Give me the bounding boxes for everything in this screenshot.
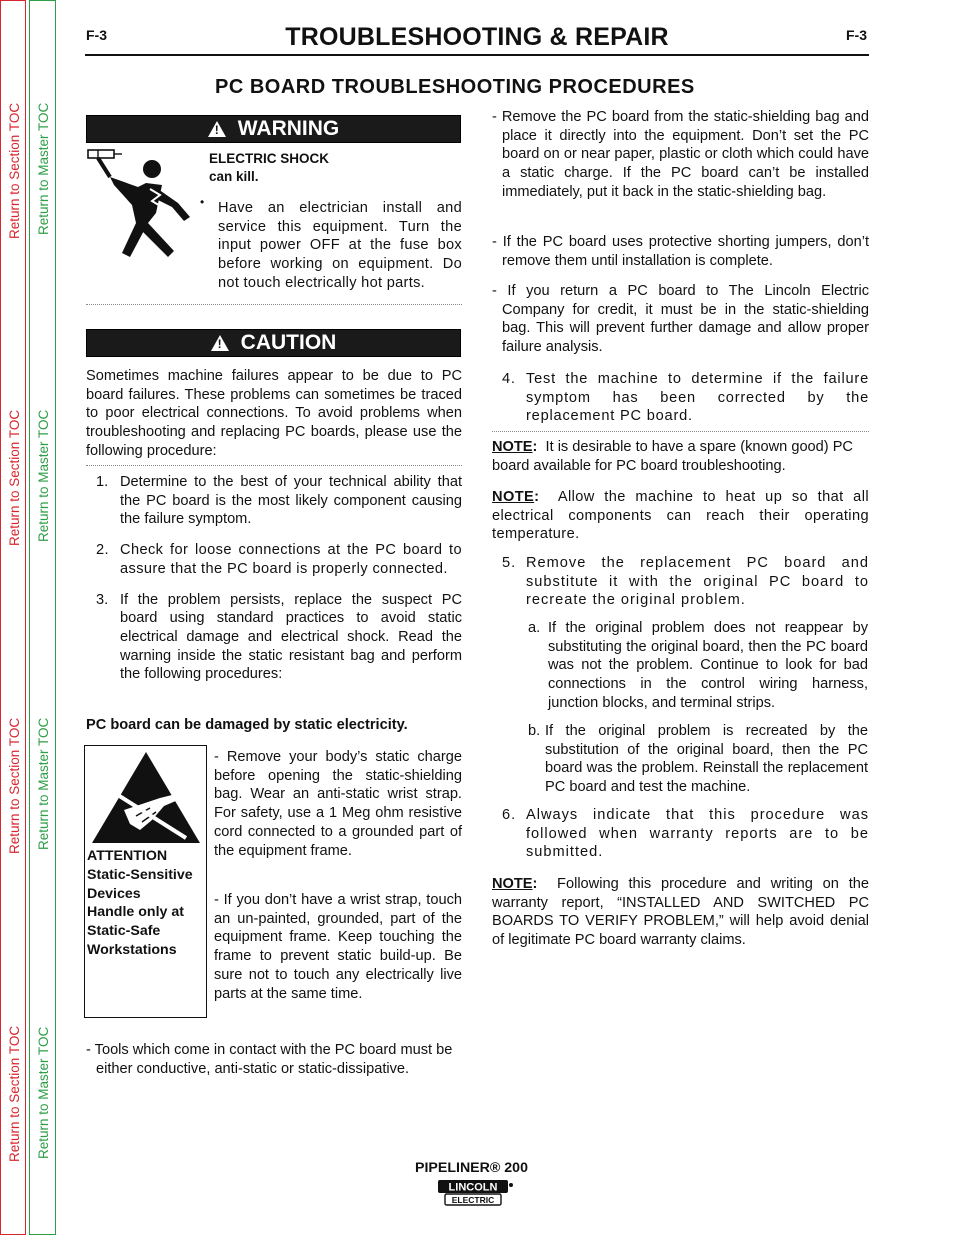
esd-label-line: Handle only at (87, 904, 184, 921)
static-heading: PC board can be damaged by static electricity. (86, 717, 408, 733)
step-number: 2. (96, 542, 109, 559)
note-text: It is desirable to have a spare (known good) PC board available for PC board troubleshooting. (492, 439, 853, 474)
step-text: Check for loose connections at the PC board to assure that the PC board is properly connected. (120, 542, 462, 577)
note-label: NOTE (492, 439, 533, 455)
caution-label: CAUTION (240, 331, 337, 354)
warning-bar (86, 115, 461, 143)
caution-bar (86, 329, 461, 357)
note-label: NOTE (492, 876, 533, 892)
step-text: Remove the replacement PC board and substitute it with the original PC board to recreate the original problem. (526, 555, 869, 609)
shorting-jumpers-paragraph: - If the PC board uses protective shorting jumpers, don’t remove them until installation is complete. (492, 234, 869, 269)
return-master-toc-link-2[interactable]: Return to Master TOC (36, 409, 51, 542)
return-credit-paragraph: - If you return a PC board to The Lincoln Electric Company for credit, it must be in the static-shielding bag. This will prevent further damage and allow proper failure analysis. (492, 283, 869, 356)
return-master-toc-link-3[interactable]: Return to Master TOC (36, 717, 51, 850)
section-toc-strip (0, 0, 26, 1235)
list-item (86, 541, 462, 578)
return-section-toc-link-2[interactable]: Return to Section TOC (7, 409, 22, 546)
logo-text-top: LINCOLN (448, 1181, 498, 1194)
step-5a (528, 619, 868, 713)
list-item (492, 806, 869, 862)
return-master-toc-link-1[interactable]: Return to Master TOC (36, 102, 51, 235)
page-title: TROUBLESHOOTING & REPAIR (285, 23, 669, 51)
step-6 (492, 806, 869, 862)
logo-text-bottom: ELECTRIC (451, 1195, 495, 1205)
list-item (492, 370, 869, 426)
header-rule (85, 54, 869, 56)
page-number-left: F-3 (86, 27, 107, 43)
caution-steps (86, 473, 462, 684)
step-5 (492, 554, 869, 610)
note-3: NOTE: Following this procedure and writing on the warranty report, “INSTALLED AND SWITCHED PC BOARDS TO VERIFY PROBLEM,” will help avoid denial of legitimate PC board warranty claims. (492, 876, 869, 949)
list-item (492, 554, 869, 610)
warning-heading (209, 150, 329, 186)
esd-label-line: ATTENTION (87, 848, 168, 864)
caution-intro: Sometimes machine failures appear to be due to PC board failures. These problems can sometimes be traced to poor electrical connections. To avoid problems when troubleshooting and replacing PC boards, please use the following procedure: (86, 368, 462, 459)
note-text: Following this procedure and writing on the warranty report, “INSTALLED AND SWITCHED PC BOARDS TO VERIFY PROBLEM,” will help avoid denial of legitimate PC board warranty claims. (492, 876, 869, 949)
warning-triangle-icon (208, 121, 226, 137)
step-number: 4. (502, 371, 516, 387)
esd-label (87, 847, 193, 960)
step-text: If the original problem is recreated by the substitution of the original board, then the PC board was the problem. Reinstall the replacement PC board and test the machine. (545, 723, 868, 796)
divider (86, 304, 462, 305)
list-item (86, 473, 462, 529)
step-letter: b. (528, 723, 541, 739)
list-item (86, 591, 462, 685)
step-text: Test the machine to determine if the failure symptom has been corrected by the replacement PC board. (526, 371, 869, 425)
step-number: 5. (502, 555, 517, 571)
step-text: If the original problem does not reappear by substituting the original board, then the PC board was not the problem. Continue to look for bad connections in the control wiring harness, junction blocks, and terminal strips. (548, 620, 868, 711)
warning-heading-line1: ELECTRIC SHOCK (209, 151, 330, 166)
step-number: 6. (502, 807, 517, 823)
esd-label-line: Devices (87, 885, 141, 902)
step-4 (492, 370, 869, 426)
static-paragraph-2: - If you don’t have a wrist strap, touch an un-painted, grounded, part of the equipment frame. Keep touching the frame to prevent static build-up. Be sure not to touch any electrically live parts at the same time. (214, 892, 462, 1002)
esd-label-line: Static-Safe (87, 923, 161, 940)
electric-shock-figure-icon (86, 145, 206, 280)
warning-text: Have an electrician install and service this equipment. Turn the input power OFF at the fuse box before working on equipment. Do not touch electrically hot parts. (218, 200, 462, 291)
note-label: NOTE (492, 489, 535, 505)
note-1: NOTE: It is desirable to have a spare (known good) PC board available for PC board troubleshooting. (492, 439, 853, 474)
model-name: PIPELINER® 200 (415, 1160, 528, 1176)
caution-triangle-icon (211, 335, 229, 351)
page-number-right: F-3 (846, 27, 867, 43)
static-bag-paragraph: - Remove the PC board from the static-shielding bag and place it directly into the equipment. Don’t set the PC board on or near paper, plastic or cloth which could have a static charge. If the PC board can’t be installed immediately, put it back in the static-shielding bag. (492, 109, 869, 200)
step-number: 1. (96, 474, 109, 490)
lincoln-electric-logo (437, 1179, 514, 1207)
return-section-toc-link-3[interactable]: Return to Section TOC (7, 717, 22, 854)
warning-label: WARNING (237, 117, 340, 140)
step-text: Always indicate that this procedure was followed when warranty reports are to be submitted. (526, 807, 869, 861)
warning-heading-line2: can kill. (209, 169, 259, 184)
return-section-toc-link-4[interactable]: Return to Section TOC (7, 1025, 22, 1162)
step-text: If the problem persists, replace the suspect PC board using standard practices to avoid static electrical damage and electrical shock. Read the warning inside the static resistant bag and perform the following procedures: (120, 591, 462, 683)
esd-label-line: Workstations (87, 941, 177, 958)
tools-paragraph: - Tools which come in contact with the PC board must be either conductive, anti-static or static-dissipative. (86, 1042, 453, 1077)
step-letter: a. (528, 620, 541, 636)
step-number: 3. (96, 591, 109, 608)
return-master-toc-link-4[interactable]: Return to Master TOC (36, 1026, 51, 1159)
esd-label-line: Static-Sensitive (87, 866, 193, 883)
step-text: Determine to the best of your technical ability that the PC board is the most likely component causing the failure symptom. (120, 474, 462, 528)
master-toc-strip (29, 0, 56, 1235)
static-paragraph-1: - Remove your body’s static charge before opening the static-shielding bag. Wear an anti-static wrist strap. For safety, use a 1 Meg ohm resistive cord connected to a grounded part of the equipment frame. (214, 749, 462, 859)
note-text: Allow the machine to heat up so that all electrical components can reach their operating temperature. (492, 489, 869, 543)
step-5b (528, 722, 868, 797)
warning-bullet: • (200, 195, 205, 209)
divider (86, 465, 462, 466)
note-2: NOTE: Allow the machine to heat up so that all electrical components can reach their operating temperature. (492, 489, 869, 543)
return-section-toc-link-1[interactable]: Return to Section TOC (7, 102, 22, 239)
esd-hand-triangle-icon (90, 750, 202, 845)
section-subtitle: PC BOARD TROUBLESHOOTING PROCEDURES (215, 76, 695, 98)
divider (492, 431, 869, 432)
list-item (528, 619, 868, 713)
list-item (528, 722, 868, 797)
